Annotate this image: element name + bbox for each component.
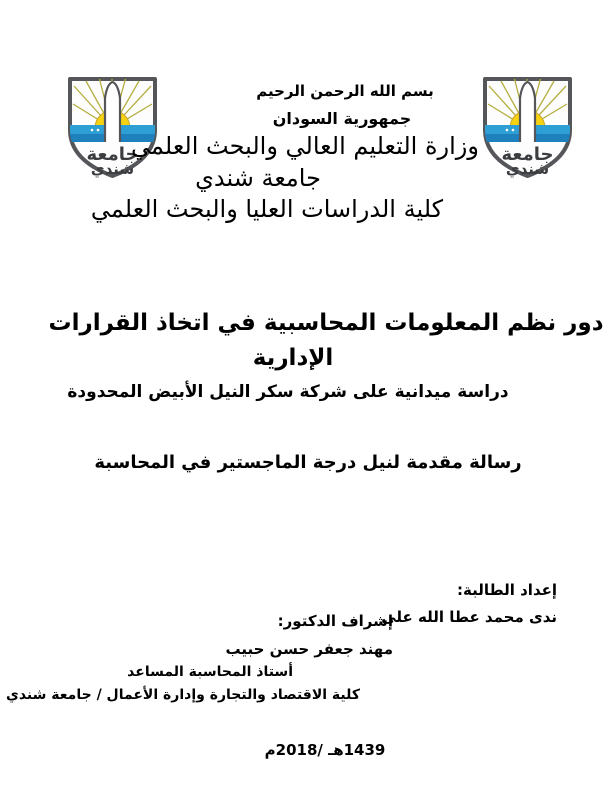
logo-word-top: جامعة [501,144,554,165]
thesis-title-line2: الإدارية [252,345,334,371]
university-logo-right [477,72,578,182]
band-dot [506,129,509,132]
thesis-subtitle: دراسة ميدانية على شركة سكر النيل الأبيض المحدودة [67,382,509,402]
band-dot [91,129,94,132]
logo-word-top: جامعة [86,144,139,165]
band-dot [97,129,100,132]
student-name: ندى محمد عطا الله على [381,608,557,626]
band-dot [512,129,515,132]
degree-statement: رسالة مقدمة لنيل درجة الماجستير في المحاسبة [94,452,522,473]
supervisor-label: إشراف الدكتور: [277,612,393,630]
thesis-title-line1: دور نظم المعلومات المحاسبية في اتخاذ القرارات [48,310,604,336]
logo-word-bottom: شندي [90,160,135,178]
supervisor-faculty: كلية الاقتصاد والتجارة وإدارة الأعمال / جامعة شندي [6,687,360,703]
ministry-line: وزارة التعليم العالي والبحث العلمي [131,132,479,160]
basmala-line: بسم الله الرحمن الرحيم [256,82,434,100]
hijri-gregorian-date: 1439هـ /2018م [264,741,386,759]
logo-word-bottom: شندي [505,160,550,178]
supervisor-title: أستاذ المحاسبة المساعد [127,664,293,680]
minaret-icon [520,82,535,142]
supervisor-name: مهند جعفر حسن حبيب [225,640,393,658]
prepared-by-label: إعداد الطالبة: [457,581,557,599]
university-logo-left [62,72,163,182]
university-line: جامعة شندي [195,164,321,192]
college-line: كلية الدراسات العليا والبحث العلمي [90,195,444,223]
minaret-icon [105,82,120,142]
country-line: جمهورية السودان [272,109,412,128]
